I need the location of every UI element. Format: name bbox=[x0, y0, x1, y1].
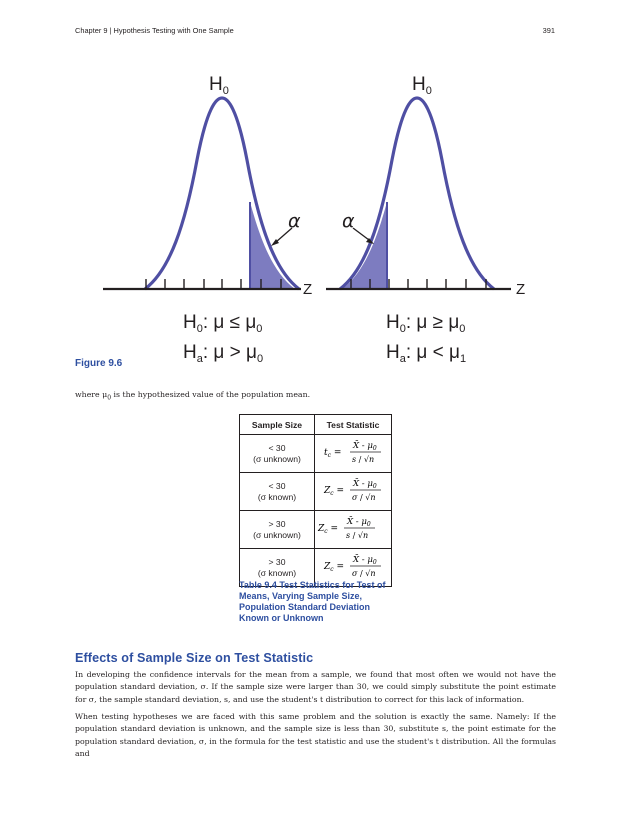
formula-cell bbox=[315, 473, 392, 511]
left-null-hypothesis: $H_0$: $\mu \le \mu_0$ bbox=[183, 312, 263, 335]
sample-size-cell: > 30 (σ known) bbox=[240, 549, 315, 587]
right-axis-label: Z bbox=[516, 281, 526, 298]
table-row bbox=[240, 435, 392, 473]
sample-size-cell: < 30 (σ unknown) bbox=[240, 435, 315, 473]
left-ticks bbox=[146, 279, 281, 289]
formula-z bbox=[315, 473, 391, 507]
svg-text:Zc =: $Z_c$ = bbox=[318, 524, 339, 535]
section-heading: Effects of Sample Size on Test Statistic bbox=[75, 651, 314, 665]
formula-z bbox=[315, 511, 391, 545]
formula-t bbox=[315, 435, 391, 469]
svg-text:tc =: $t_c$ = bbox=[324, 448, 342, 459]
sample-size-cell: > 30 (σ unknown) bbox=[240, 511, 315, 549]
header-test-statistic: Test Statistic bbox=[315, 415, 392, 435]
svg-text:σ / √n: σ / √n bbox=[352, 493, 376, 502]
table-row bbox=[240, 511, 392, 549]
svg-text:X̄ - μ0: X̄ - $\mu_0$ bbox=[353, 555, 377, 566]
right-null-hypothesis: $H_0$: $\mu \ge \mu_0$ bbox=[386, 312, 466, 335]
right-hypotheses bbox=[386, 311, 466, 371]
paragraph: When testing hypotheses we are faced with this same problem and the solution is exactly the same. Namely: If the population standard deviation is unknown, and the sample size is less than 30, substitute s, the point estimate for the population standard deviation, σ, in the formula for the test statistic and use the student's t distribution. All the formulas and bbox=[75, 712, 556, 759]
svg-text:σ / √n: σ / √n bbox=[352, 569, 376, 578]
table-row bbox=[240, 473, 392, 511]
left-curve bbox=[145, 98, 299, 289]
right-distribution bbox=[326, 98, 511, 289]
svg-text:s / √n: s / √n bbox=[346, 531, 369, 540]
formula-z bbox=[315, 549, 391, 583]
formula-cell bbox=[315, 435, 392, 473]
page-number: 391 bbox=[542, 26, 555, 35]
right-null-label: $H_0$ bbox=[412, 74, 432, 97]
table-header-row bbox=[240, 415, 392, 435]
right-alpha-arrow bbox=[353, 228, 369, 240]
formula-cell bbox=[315, 511, 392, 549]
left-distribution bbox=[103, 98, 301, 289]
table-caption: Table 9.4 Test Statistics for Test of Means, Varying Sample Size, Population Standard Deviation Known or Unknown bbox=[239, 580, 386, 623]
running-header: Chapter 9 | Hypothesis Testing with One Sample bbox=[75, 26, 234, 35]
where-sentence: where $\mu_0$ is the hypothesized value of the population mean. bbox=[75, 390, 311, 402]
right-alt-hypothesis: $H_a$: $\mu < \mu_1$ bbox=[386, 342, 467, 365]
svg-text:Zc =: $Z_c$ = bbox=[324, 562, 345, 573]
left-alt-hypothesis: $H_a$: $\mu > \mu_0$ bbox=[183, 342, 264, 365]
svg-text:X̄ - μ0: X̄ - $\mu_0$ bbox=[347, 517, 371, 528]
left-axis-label: Z bbox=[303, 281, 313, 298]
right-alpha-label: α bbox=[342, 210, 355, 232]
paragraph: In developing the confidence intervals for the mean from a sample, we found that most often we would not have the population standard deviation, σ. If the sample size were larger than 30, we could simply substitute the point estimate for σ, the sample standard deviation, s, and use the student's t distribution to correct for this lack of information. bbox=[75, 670, 556, 704]
svg-text:X̄ - μ0: X̄ - $\mu_0$ bbox=[353, 479, 377, 490]
figure-caption: Figure 9.6 bbox=[75, 358, 123, 369]
header-sample-size: Sample Size bbox=[240, 415, 315, 435]
left-alpha-label: α bbox=[288, 210, 301, 232]
svg-text:X̄ - μ0: X̄ - $\mu_0$ bbox=[353, 441, 377, 452]
test-statistics-table bbox=[239, 414, 392, 587]
svg-text:s / √n: s / √n bbox=[352, 455, 375, 464]
right-curve bbox=[340, 98, 494, 289]
figure-9-6 bbox=[0, 0, 630, 360]
sample-size-cell: < 30 (σ known) bbox=[240, 473, 315, 511]
svg-text:Zc =: $Z_c$ = bbox=[324, 486, 345, 497]
left-null-label: $H_0$ bbox=[209, 74, 229, 97]
left-hypotheses bbox=[183, 311, 263, 371]
